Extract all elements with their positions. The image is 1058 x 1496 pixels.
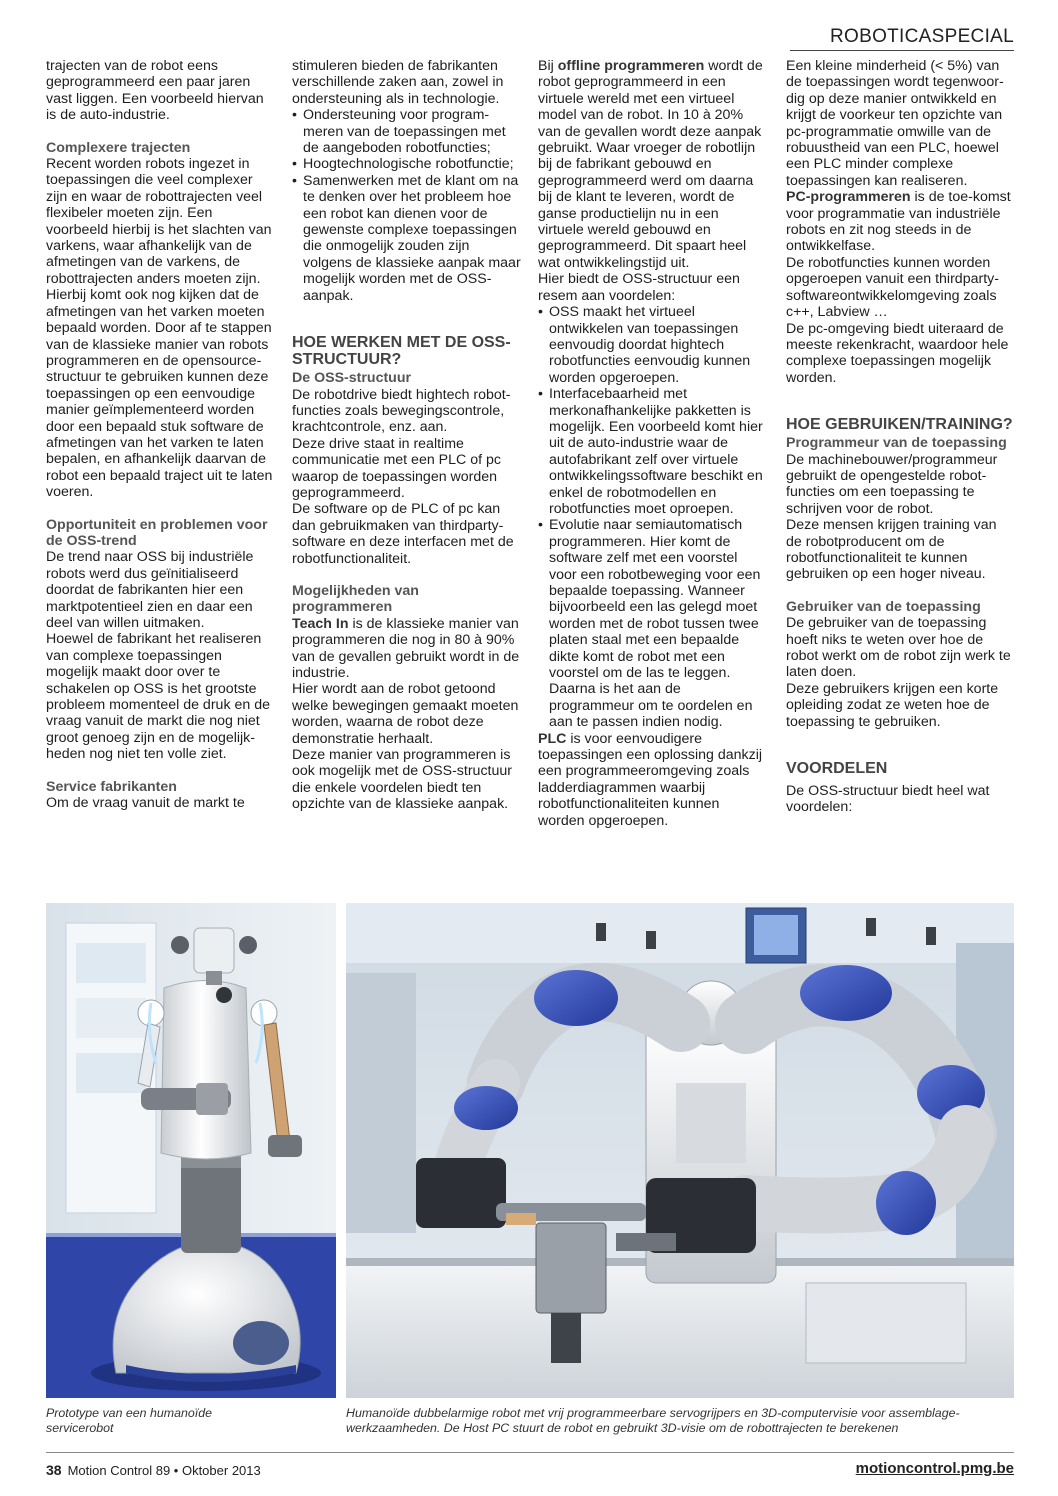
heading-opportunity: Opportuniteit en problemen voor de OSS-trend: [46, 516, 268, 549]
heading-training: HOE GEBRUIKEN/TRAINING?: [786, 416, 1013, 434]
heading-oss-structure: De OSS-structuur: [292, 370, 412, 387]
col1-intro: trajecten van de robot eens geprogrammeerd een paar jaren vast liggen. Een voorbeeld hiervan is de auto-industrie.: [46, 58, 264, 124]
pc-programming-term: PC-programmeren: [786, 189, 911, 206]
col2-teach-text-3: Deze manier van programmeren is ook mogelijk met de OSS-structuur die enkele voordelen biedt ten opzichte van de klassieke aanpak.: [292, 747, 512, 813]
col2-structure-text-3: De software op de PLC of pc kan dan gebruikmaken van thirdparty-software en deze interfacen met de robotfunctionaliteit.: [292, 501, 514, 567]
heading-programming-options: Mogelijkheden van programmeren: [292, 582, 419, 616]
plc-description: is voor eenvoudigere toepassingen een oplossing dankzij een programmeeromgeving zoals ladderdiagrammen waarbij robotfunctionaliteiten kunnen worden opgeroepen.: [538, 730, 763, 829]
column-4: [786, 58, 1016, 816]
column-1: [46, 58, 276, 811]
col4-user-text-1: De gebruiker van de toepassing hoeft niks te weten over hoe de robot werkt om de robot zijn werk te laten doen.: [786, 615, 1011, 681]
col4-programmer-text-1: De machinebouwer/programmeur gebruikt de opengestelde robot-functies om een toepassing te schrijven voor de robot.: [786, 451, 998, 517]
col3-bullet-list: [538, 304, 768, 731]
col2-intro: stimuleren bieden de fabrikanten verschillende zaken aan, zowel in ondersteuning als in technologie.: [292, 58, 504, 107]
col2-structure-text-2: Deze drive staat in realtime communicatie met een PLC of pc waarop de toepassingen worden geprogrammeerd.: [292, 435, 501, 501]
offline-description: wordt de robot geprogrammeerd in een virtuele wereld met een virtueel model van de robot. In 10 à 20% van de gevallen wordt deze aanpak gebruikt. Waar vroeger de robotlijn bij de fabrikant gebouwd en geprogrammeerd werd om daarna bij de klant te leveren, wordt de ganse productielijn nu in een virtuele wereld gebouwd en geprogrammeerd. Dit spaart heel wat ontwikkelingstijd uit.: [538, 58, 763, 271]
col1-opportunity-text-1: De trend naar OSS bij industriële robots werd dus geïnitialiseerd doordat de fabrikanten hier een marktpotentieel zien en daar een deel van willen uitmaken.: [46, 549, 254, 631]
col1-service-text: Om de vraag vanuit de markt te: [46, 795, 245, 812]
humanoid-robot-illustration: [46, 903, 336, 1398]
caption-right-photo: Humanoïde dubbelarmige robot met vrij programmeerbare servogrijpers en 3D-computervisie voor assemblage-werkzaamheden. De Host PC stuurt de robot en gebruikt 3D-visie om de robottrajecten te berekenen: [346, 1406, 960, 1435]
list-item: • Evolutie naar semiautomatisch programmeren. Hier komt de software zelf met een voorstel voor een robotbeweging voor een bepaalde toepassing. Wanneer bijvoorbeeld een las gelegd moet worden met de robot tussen twee platen staal met een bepaalde dikte komt de robot met een voorstel om de las te leggen. Daarna is het aan de programmeur om te oordelen en aan te passen indien nodig.: [538, 517, 768, 730]
heading-advantages: VOORDELEN: [786, 760, 888, 778]
list-item: • Interfacebaarheid met merkonafhankelijke pakketten is mogelijk. Een voorbeeld komt hier uit de auto-industrie waar de autofabrikant zelf over virtuele ontwikkelingssoftware beschikt en enkel de robotmodellen en robotfuncties moet oproepen.: [538, 386, 768, 517]
col3-offline-text: [538, 58, 768, 271]
col1-opportunity-text-2: Hoewel de fabrikant het realiseren van complexe toepassingen mogelijk maakt door over te schakelen op OSS is het grootste probleem momenteel de druk en de vraag vanuit de markt die nog niet groot genoeg zijn en de mogelijk-heden nog niet ten volle ziet.: [46, 631, 270, 763]
col2-structure-text-1: De robotdrive biedt hightech robot-functies zoals bewegingscontrole, krachtcontrole, enz. aan.: [292, 386, 511, 436]
col4-pc-text: [786, 189, 1016, 255]
heading-complex-trajectories: Complexere trajecten: [46, 139, 191, 156]
col4-minority-text: Een kleine minderheid (< 5%) van de toepassingen wordt tegenwoor-dig op deze manier ontwikkeld en krijgt de voorkeur ten opzichte van pc-programmatie omwille van de robuustheid van een PLC, hoewel een PLC minder complexe toepassingen kan realiseren.: [786, 58, 1004, 189]
heading-service: Service fabrikanten: [46, 778, 177, 795]
offline-prefix: Bij: [538, 58, 558, 74]
list-item: • Ondersteuning voor program-meren van de toepassingen met de aangeboden robotfuncties;: [292, 107, 522, 156]
list-item: • OSS maakt het virtueel ontwikkelen van toepassingen eenvoudig doordat hightech robotfuncties eenvoudig kunnen worden opgeroepen.: [538, 304, 768, 386]
footer-rule: [46, 1452, 1014, 1453]
col3-advantages-intro: Hier biedt de OSS-structuur een resem aan voordelen:: [538, 271, 740, 304]
photo-humanoid-service-robot: [46, 903, 336, 1398]
footer-issue-info: [46, 1462, 261, 1478]
footer-website-link[interactable]: motioncontrol.pmg.be: [855, 1460, 1014, 1477]
col4-advantages-text: De OSS-structuur biedt heel wat voordelen:: [786, 783, 990, 816]
col2-teach-text-2: Hier wordt aan de robot getoond welke bewegingen gemaakt moeten worden, waarna de robot deze demonstratie herhaalt.: [292, 681, 519, 747]
issue-label: Motion Control 89 • Oktober 2013: [67, 1463, 261, 1478]
pc-programming-description: is de toe-komst voor programmatie van industriële robots en zit nog steeds in de ontwikkelfase.: [786, 189, 1011, 255]
list-item: • Hoogtechnologische robotfunctie;: [292, 156, 522, 172]
col4-programmer-text-2: Deze mensen krijgen training van de robotproducent om de robotfunctionaliteit te kunnen gebruiken op een hoger niveau.: [786, 517, 997, 583]
col2-teach-in-text: [292, 616, 522, 682]
heading-programmer: Programmeur van de toepassing: [786, 435, 1007, 452]
column-2: [292, 58, 522, 813]
teach-in-description: is de klassieke manier van programmeren die nog in 80 à 90% van de gevallen gebruikt wordt in de industrie.: [292, 615, 520, 681]
photo-dual-arm-robot: [346, 903, 1014, 1398]
dual-arm-robot-illustration: [346, 903, 1014, 1398]
col4-pc-text-3: De pc-omgeving biedt uiteraard de meeste rekenkracht, waardoor hele complexe toepassingen mogelijk worden.: [786, 320, 1009, 386]
heading-user: Gebruiker van de toepassing: [786, 598, 981, 615]
teach-in-term: Teach In: [292, 615, 349, 632]
col4-pc-text-2: De robotfuncties kunnen worden opgeroepen vanuit een thirdparty-softwareontwikkelomgeving zoals c++, Labview …: [786, 254, 999, 321]
section-tag-rule: [790, 50, 1014, 51]
column-3: [538, 58, 768, 829]
col4-user-text-2: Deze gebruikers krijgen een korte opleiding zodat ze weten hoe de toepassing te gebruiken.: [786, 680, 999, 730]
list-item: • Samenwerken met de klant om na te denken over het probleem hoe een robot kan dienen voor de gewenste complexe toepassingen die onmogelijk zouden zijn volgens de klassieke aanpak maar mogelijk worden met de OSS-aanpak.: [292, 173, 522, 304]
plc-term: PLC: [538, 730, 567, 747]
caption-left-photo: Prototype van een humanoïde servicerobot: [46, 1406, 213, 1435]
section-tag: ROBOTICASPECIAL: [830, 26, 1014, 47]
col1-complex-text: Recent worden robots ingezet in toepassingen die veel complexer zijn en waar de robottrajecten veel flexibeler moeten zijn. Een voorbeeld hierbij is het slachten van varkens, waar afhankelijk van de afmetingen van de varkens, de robottrajecten anders moeten zijn. Hierbij komt ook nog kijken dat de afmetingen van het varken moeten bepaald worden. Door af te stappen van de klassieke manier van robots programmeren en de opensource-structuur te gebruiken kunnen deze toepassingen op een eenvoudige manier geïmplementeerd worden door een bepaald stuk software de afmetingen van het varken te laten bepalen, en afhankelijk daarvan de robot een bepaald traject uit te laten voeren.: [46, 156, 273, 501]
heading-how-to-work: HOE WERKEN MET DE OSS-STRUCTUUR?: [292, 334, 511, 369]
col2-bullet-list: [292, 107, 522, 304]
offline-term: offline programmeren: [557, 58, 705, 74]
col3-plc-text: [538, 731, 768, 829]
page-number: 38: [46, 1462, 62, 1478]
